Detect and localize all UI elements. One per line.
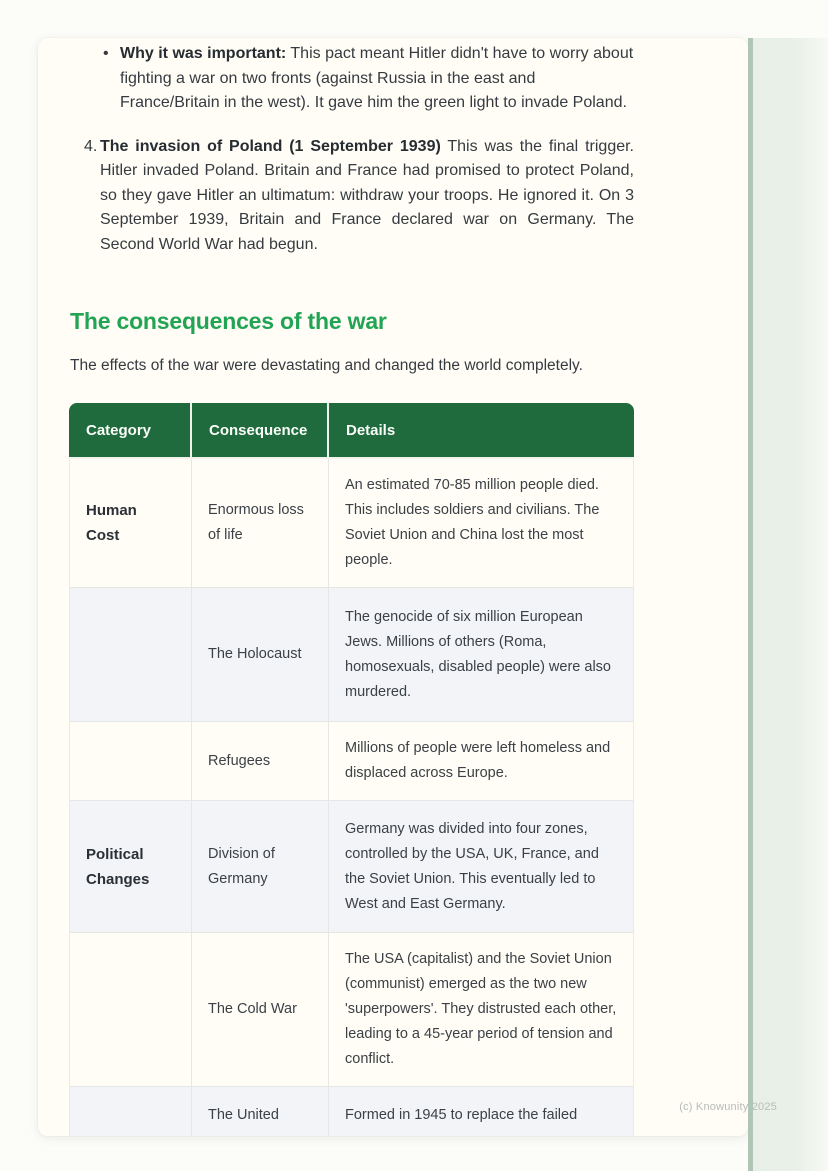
cell-category xyxy=(70,588,191,721)
section-heading: The consequences of the war xyxy=(70,308,387,334)
numbered-item-text xyxy=(100,135,634,258)
page-edge-strip xyxy=(748,38,828,1171)
cell-category xyxy=(70,933,191,1086)
bullet-label: Why it was important: xyxy=(120,45,287,62)
table-header-details: Details xyxy=(327,403,634,459)
table-row xyxy=(69,801,634,933)
table-row xyxy=(69,459,634,588)
cell-details: Millions of people were left homeless and displaced across Europe. xyxy=(328,722,635,800)
bullet-list-item xyxy=(103,42,634,116)
table-row xyxy=(69,933,634,1087)
cell-details: Formed in 1945 to replace the failed xyxy=(328,1087,635,1136)
cell-details: An estimated 70-85 million people died. This includes soldiers and civilians. The Soviet Union and China lost the most people. xyxy=(328,459,635,587)
table-header-consequence: Consequence xyxy=(190,403,327,459)
watermark: (c) Knowunity 2025 xyxy=(679,1101,777,1113)
cell-consequence: Division of Germany xyxy=(191,801,328,932)
numbered-list-item-4 xyxy=(84,135,634,258)
cell-details: The USA (capitalist) and the Soviet Union (communist) emerged as the two new 'superpowers'. They distrusted each other, leading to a 45-year period of tension and conflict. xyxy=(328,933,635,1086)
table-row xyxy=(69,588,634,722)
bullet-body: This pact meant Hitler didn't have to worry about fighting a war on two fronts (against Russia in the east and France/Britain in the west). It gave him the green light to invade Poland. xyxy=(120,45,634,111)
cell-category xyxy=(70,1087,191,1136)
cell-category xyxy=(70,722,191,800)
cell-consequence: Refugees xyxy=(191,722,328,800)
page-content xyxy=(38,38,748,1136)
bullet-text xyxy=(120,42,634,116)
table-header-category: Category xyxy=(69,403,190,459)
numbered-item-body: This was the final trigger. Hitler invaded Poland. Britain and France had promised to protect Poland, so they gave Hitler an ultimatum: withdraw your troops. He ignored it. On 3 September 1939, Britain and France declared war on Germany. The Second World War had begun. xyxy=(100,137,635,253)
intro-paragraph: The effects of the war were devastating and changed the world completely. xyxy=(70,357,583,374)
document-page xyxy=(38,38,748,1136)
cell-consequence: Enormous loss of life xyxy=(191,459,328,587)
numbered-item-title: The invasion of Poland (1 September 1939) xyxy=(100,137,441,155)
cell-consequence: The Holocaust xyxy=(191,588,328,721)
list-number: 4. xyxy=(84,137,98,155)
table-row xyxy=(69,722,634,801)
table-header-row xyxy=(69,403,634,459)
cell-details: The genocide of six million European Jews. Millions of others (Roma, homosexuals, disabled people) were also murdered. xyxy=(328,588,635,721)
cell-category: Human Cost xyxy=(86,502,137,544)
bullet-marker: • xyxy=(103,45,109,62)
cell-consequence: The United xyxy=(191,1087,328,1136)
consequences-table xyxy=(69,403,634,1136)
cell-category: Political Changes xyxy=(86,845,150,888)
cell-consequence: The Cold War xyxy=(191,933,328,1086)
cell-details: Germany was divided into four zones, controlled by the USA, UK, France, and the Soviet Union. This eventually led to West and East Germany. xyxy=(328,801,635,932)
table-row xyxy=(69,1087,634,1136)
